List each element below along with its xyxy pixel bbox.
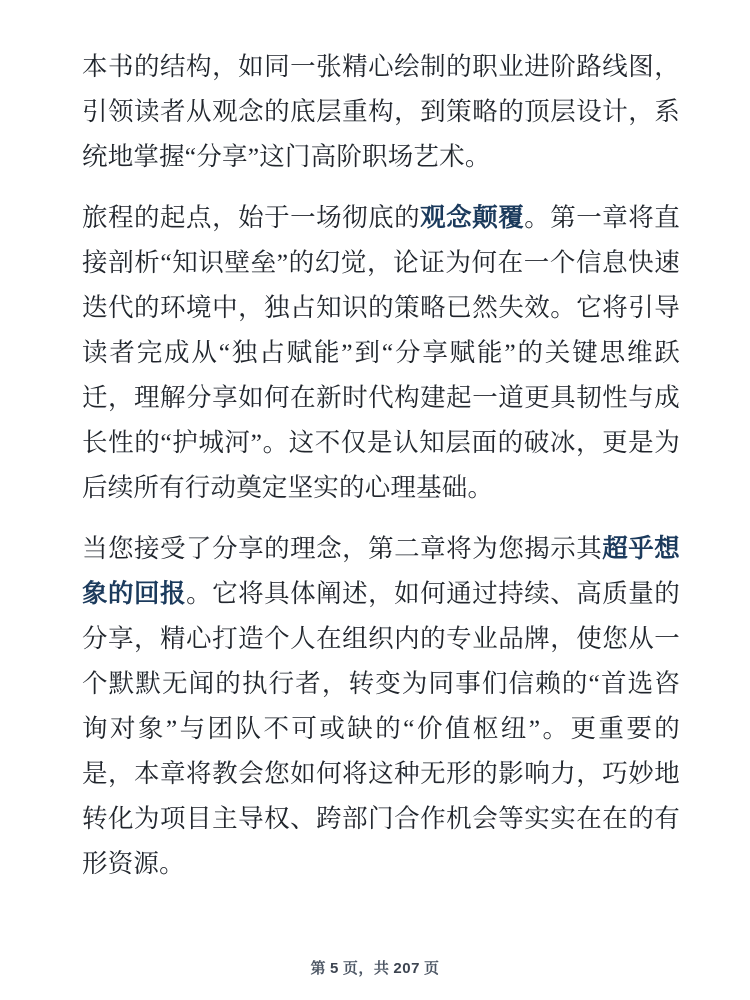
paragraph-3 — [82, 526, 680, 886]
emphasis-text: 观念颠覆 — [420, 203, 525, 232]
body-text-run: 。第一章将直接剖析“知识壁垒”的幻觉，论证为何在一个信息快速迭代的环境中，独占知识的策略已然失效。它将引导读者完成从“独占赋能”到“分享赋能”的关键思维跃迁，理解分享如何在新时代构建起一道更具韧性与成长性的“护城河”。这不仅是认知层面的破冰，更是为后续所有行动奠定坚实的心理基础。 — [82, 203, 680, 502]
emphasis-text: 超乎想象的回报 — [82, 534, 680, 608]
body-text-run: 旅程的起点，始于一场彻底的 — [82, 203, 421, 232]
footer-suffix: 页 — [423, 960, 440, 977]
paragraph-1 — [82, 44, 680, 179]
body-text-run: 本书的结构，如同一张精心绘制的职业进阶路线图，引领读者从观念的底层重构，到策略的顶层设计，系统地掌握“分享”这门高阶职场艺术。 — [82, 52, 680, 171]
paragraph-2 — [82, 195, 680, 510]
footer-middle: 页，共 — [342, 960, 390, 977]
footer-total-pages: 207 — [393, 960, 420, 977]
footer-current-page: 5 — [330, 960, 339, 977]
body-text-run: 。它将具体阐述，如何通过持续、高质量的分享，精心打造个人在组织内的专业品牌，使您从一个默默无闻的执行者，转变为同事们信赖的“首选咨询对象”与团队不可或缺的“价值枢纽”。更重要的是，本章将教会您如何将这种无形的影响力，巧妙地转化为项目主导权、跨部门合作机会等实实在在的有形资源。 — [82, 579, 680, 878]
body-text-run: 当您接受了分享的理念，第二章将为您揭示其 — [82, 534, 603, 563]
document-body — [82, 44, 680, 886]
footer-prefix: 第 — [310, 960, 327, 977]
page-footer — [0, 957, 750, 978]
